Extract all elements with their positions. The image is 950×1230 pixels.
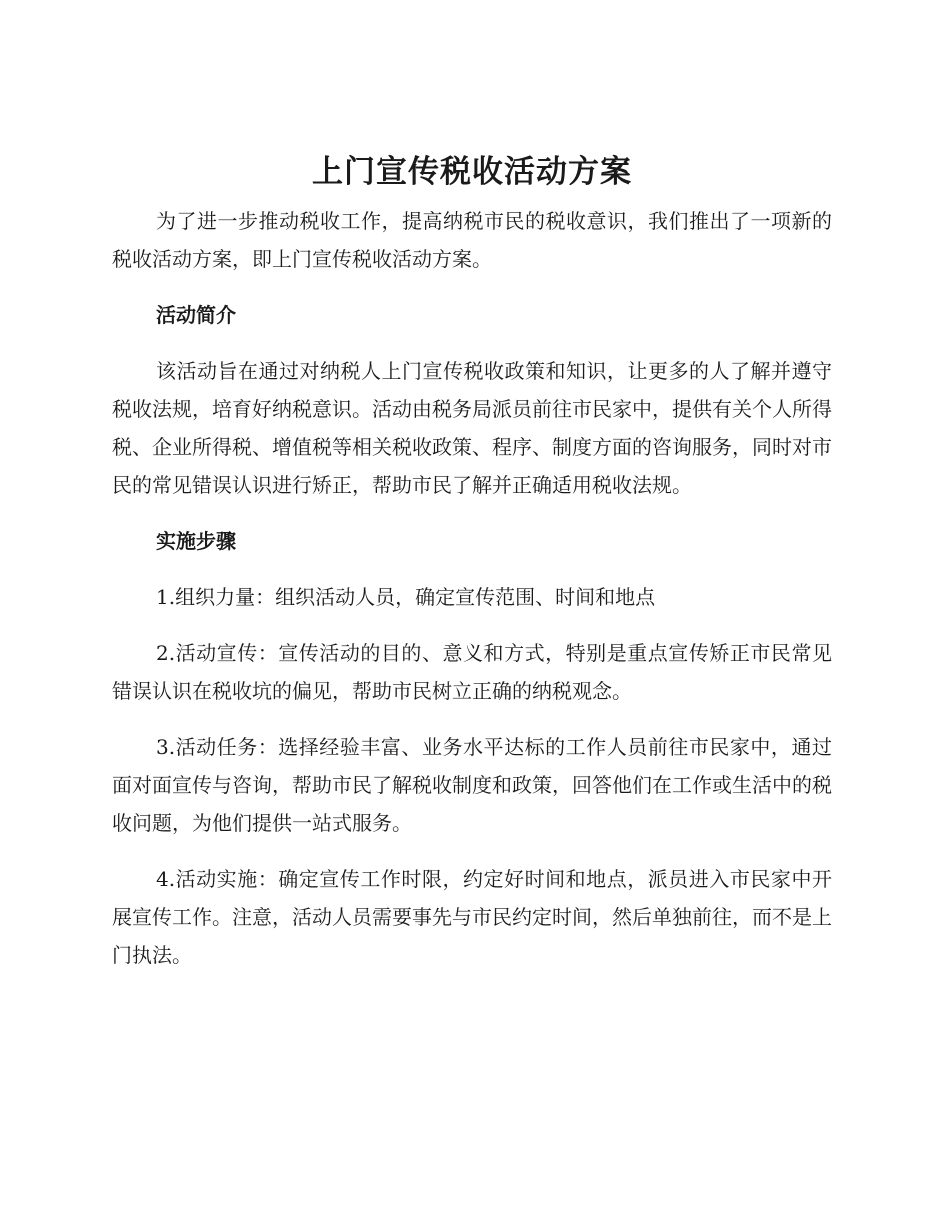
overview-paragraph: 该活动旨在通过对纳税人上门宣传税收政策和知识，让更多的人了解并遵守税收法规，培育好纳税意识。活动由税务局派员前往市民家中，提供有关个人所得税、企业所得税、增值税等相关税收政策、程序、制度方面的咨询服务，同时对市民的常见错误认识进行矫正，帮助市民了解并正确适用税收法规。 — [112, 359, 832, 497]
step-item: 1.组织力量：组织活动人员，确定宣传范围、时间和地点 — [156, 585, 656, 609]
intro-paragraph: 为了进一步推动税收工作，提高纳税市民的税收意识，我们推出了一项新的税收活动方案，即上门宣传税收活动方案。 — [112, 209, 832, 271]
section-heading-steps: 实施步骤 — [156, 529, 236, 553]
document-page — [112, 150, 832, 992]
step-item: 3.活动任务：选择经验丰富、业务水平达标的工作人员前往市民家中，通过面对面宣传与咨询，帮助市民了解税收制度和政策，回答他们在工作或生活中的税收问题，为他们提供一站式服务。 — [112, 735, 832, 835]
document-title: 上门宣传税收活动方案 — [312, 154, 632, 190]
step-item: 4.活动实施：确定宣传工作时限，约定好时间和地点，派员进入市民家中开展宣传工作。注意，活动人员需要事先与市民约定时间，然后单独前往，而不是上门执法。 — [112, 867, 832, 967]
step-item: 2.活动宣传：宣传活动的目的、意义和方式，特别是重点宣传矫正市民常见错误认识在税收坑的偏见，帮助市民树立正确的纳税观念。 — [112, 641, 832, 703]
section-heading-overview: 活动简介 — [156, 303, 236, 327]
steps-list — [112, 578, 832, 974]
